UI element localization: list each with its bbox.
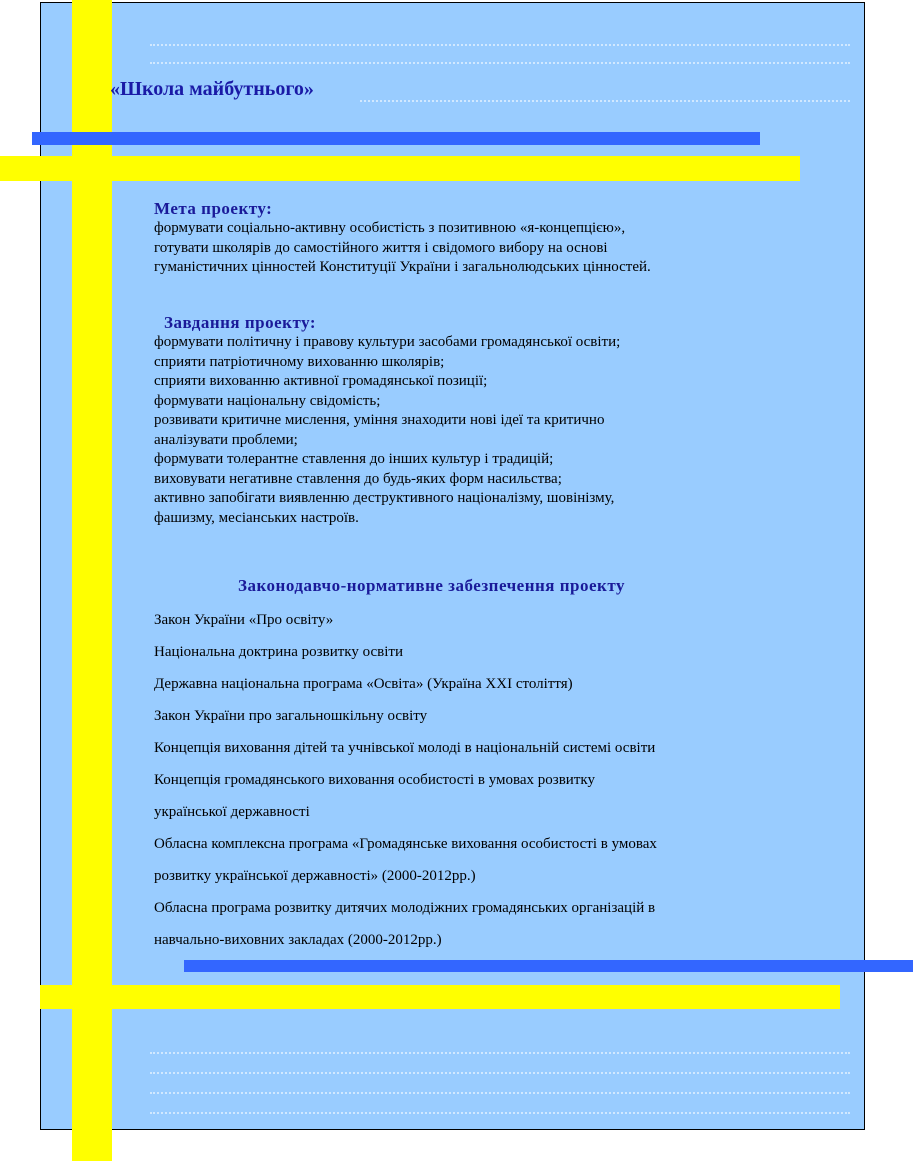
task-item: формувати толерантне ставлення до інших культур і традицій; [154, 451, 554, 467]
task-item: формувати національну свідомість; [154, 392, 381, 409]
legal-heading: Законодавчо-нормативне забезпечення проекту [238, 576, 625, 595]
tasks-list [154, 333, 814, 528]
task-item: сприяти вихованню активної громадянської позиції; [154, 373, 488, 389]
task-item: фашизму, месіанських настроїв. [154, 509, 359, 526]
page-title: «Школа майбутнього» [110, 78, 314, 100]
goal-heading: Мета проекту: [154, 199, 273, 218]
legal-item: української державності [154, 804, 310, 820]
legal-item: Національна доктрина розвитку освіти [154, 644, 403, 660]
task-item: аналізувати проблеми; [154, 431, 298, 448]
tasks-section [154, 313, 814, 528]
task-item: формувати політичну і правову культури засобами громадянської освіти; [154, 334, 621, 350]
task-item: розвивати критичне мислення, уміння знаходити нові ідеї та критично [154, 412, 605, 428]
legal-list [154, 604, 814, 956]
goal-section [154, 199, 814, 278]
legal-item: Обласна комплексна програма «Громадянське виховання особистості в умовах [154, 836, 657, 852]
yellow-horizontal-bar-top [0, 156, 800, 181]
blue-horizontal-bar-top [32, 132, 760, 145]
goal-line: готувати школярів до самостійного життя і свідомого вибору на основі [154, 239, 608, 256]
task-item: виховувати негативне ставлення до будь-яких форм насильства; [154, 470, 562, 487]
legal-item: навчально-виховних закладах (2000-2012рр.) [154, 932, 442, 948]
dotted-line [150, 1092, 850, 1094]
legal-item: розвитку української державності» (2000-2012рр.) [154, 868, 476, 884]
legal-item: Закон України «Про освіту» [154, 612, 334, 628]
dotted-line [150, 1072, 850, 1074]
goal-line: формувати соціально-активну особистість з позитивною «я-концепцією», [154, 220, 626, 236]
task-item: сприяти патріотичному вихованню школярів; [154, 353, 445, 370]
blue-horizontal-bar-bottom [184, 960, 913, 972]
legal-item: Закон України про загальношкільну освіту [154, 708, 428, 724]
dotted-line [150, 44, 850, 46]
dotted-line [360, 100, 850, 102]
legal-item: Концепція виховання дітей та учнівської молоді в національній системі освіти [154, 740, 656, 756]
goal-line: гуманістичних цінностей Конституції України і загальнолюдських цінностей. [154, 259, 651, 275]
yellow-horizontal-bar-bottom [40, 985, 840, 1009]
dotted-line [150, 1112, 850, 1114]
dotted-line [150, 1052, 850, 1054]
goal-text [154, 219, 814, 278]
legal-item: Обласна програма розвитку дитячих молодіжних громадянських організацій в [154, 900, 656, 916]
legal-item: Концепція громадянського виховання особистості в умовах розвитку [154, 772, 595, 788]
task-item: активно запобігати виявленню деструктивного націоналізму, шовінізму, [154, 490, 615, 506]
dotted-line [150, 62, 850, 64]
tasks-heading: Завдання проекту: [164, 313, 317, 332]
legal-item: Державна національна програма «Освіта» (Україна XXI століття) [154, 676, 573, 692]
